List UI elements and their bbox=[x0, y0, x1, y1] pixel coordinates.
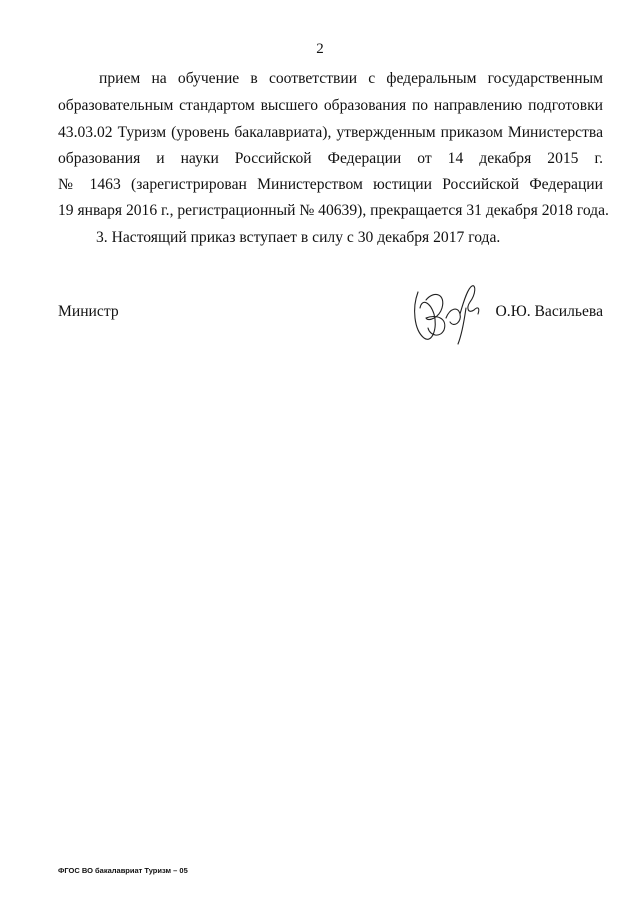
paragraph-1-line-4: образования и науки Российской Федерации от 14 декабря 2015 г. bbox=[58, 150, 603, 167]
paragraph-1-line-6: 19 января 2016 г., регистрационный № 40639), прекращается 31 декабря 2018 года. bbox=[58, 202, 609, 219]
paragraph-1-line-2: образовательным стандартом высшего образования по направлению подготовки bbox=[58, 97, 603, 114]
paragraph-1-line-3: 43.03.02 Туризм (уровень бакалавриата), утвержденным приказом Министерства bbox=[58, 124, 603, 141]
paragraph-2: 3. Настоящий приказ вступает в силу с 30 декабря 2017 года. bbox=[96, 229, 501, 246]
signature-block bbox=[58, 300, 603, 340]
page-number: 2 bbox=[316, 41, 324, 57]
signatory-name: О.Ю. Васильева bbox=[495, 303, 603, 320]
signatory-title: Министр bbox=[58, 303, 119, 320]
paragraph-1-line-1: прием на обучение в соответствии с федеральным государственным bbox=[99, 70, 603, 87]
handwritten-signature bbox=[406, 278, 486, 348]
paragraph-1-line-5: № 1463 (зарегистрирован Министерством юстиции Российской Федерации bbox=[58, 176, 603, 193]
footer-code: ФГОС ВО бакалавриат Туризм – 05 bbox=[58, 866, 188, 875]
